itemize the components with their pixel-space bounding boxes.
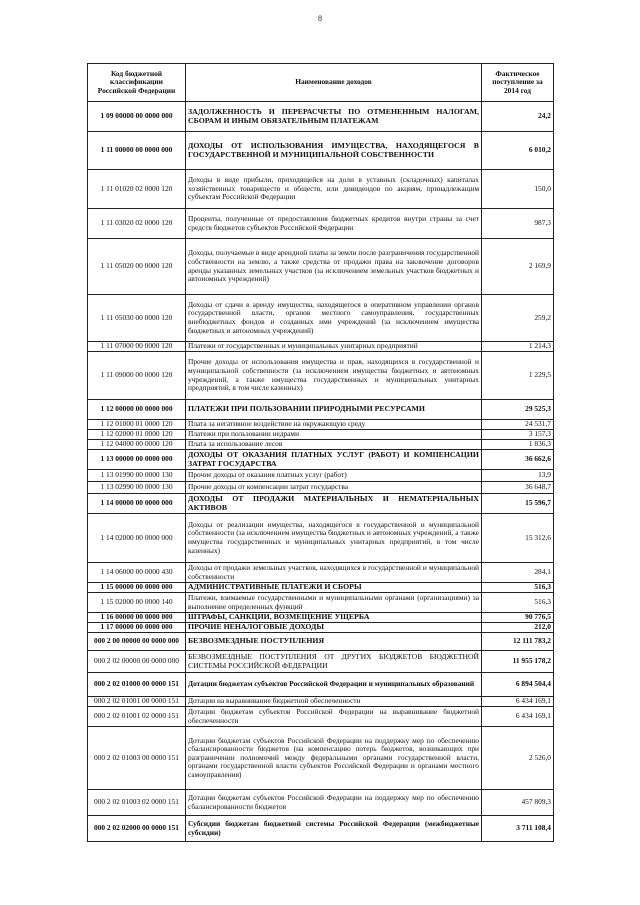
budget-code-cell: 1 11 09000 00 0000 120: [88, 352, 186, 400]
revenue-name-cell: Доходы от сдачи в аренду имущества, находящегося в оперативном управлении органов государственной власти, органов местного самоуправления, государственных внебюджетных фондов и созданных ими учреждений (за исключением имущества бюджетных и автономных учреждений): [186, 295, 482, 342]
table-row: [88, 430, 554, 440]
budget-code-cell: 1 16 00000 00 0000 000: [88, 613, 186, 623]
budget-code-cell: 000 2 02 01000 00 0000 151: [88, 673, 186, 697]
table-row: [88, 697, 554, 707]
amount-cell: 1 229,5: [482, 352, 554, 400]
revenue-name-cell: Доходы в виде прибыли, приходящейся на доли в уставных (складочных) капиталах хозяйственных товариществ и обществ, или дивидендов по акциям, принадлежащим субъектам Российской Федерации: [186, 170, 482, 209]
table-row: [88, 400, 554, 420]
amount-cell: 11 955 178,2: [482, 651, 554, 673]
amount-cell: 1 836,3: [482, 440, 554, 450]
budget-code-cell: 1 17 00000 00 0000 000: [88, 623, 186, 633]
budget-code-cell: 1 11 07000 00 0000 120: [88, 342, 186, 352]
budget-code-cell: 1 15 02000 00 0000 140: [88, 593, 186, 613]
revenue-name-cell: ПЛАТЕЖИ ПРИ ПОЛЬЗОВАНИИ ПРИРОДНЫМИ РЕСУРСАМИ: [186, 400, 482, 420]
budget-code-cell: 000 2 02 01001 02 0000 151: [88, 707, 186, 727]
budget-code-cell: 1 11 05030 00 0000 120: [88, 295, 186, 342]
revenue-name-cell: Плата за использование лесов: [186, 440, 482, 450]
budget-code-cell: 1 13 00000 00 0000 000: [88, 450, 186, 470]
amount-cell: 6 894 504,4: [482, 673, 554, 697]
table-row: [88, 440, 554, 450]
revenue-name-cell: Проценты, полученные от предоставления бюджетных кредитов внутри страны за счет средств бюджетов субъектов Российской Федерации: [186, 209, 482, 239]
revenue-name-cell: Прочие доходы от оказания платных услуг (работ): [186, 470, 482, 482]
amount-cell: 15 596,7: [482, 494, 554, 514]
budget-code-cell: 1 13 02990 00 0000 130: [88, 482, 186, 494]
table-row: [88, 727, 554, 790]
amount-cell: 90 776,5: [482, 613, 554, 623]
budget-code-cell: 1 14 06000 00 0000 430: [88, 563, 186, 583]
budget-code-cell: 1 15 00000 00 0000 000: [88, 583, 186, 593]
table-row: [88, 239, 554, 295]
revenue-name-cell: Дотации бюджетам субъектов Российской Федерации на поддержку мер по обеспечению сбалансированности бюджетов: [186, 790, 482, 816]
table-row: [88, 295, 554, 342]
revenue-name-cell: ДОХОДЫ ОТ ПРОДАЖИ МАТЕРИАЛЬНЫХ И НЕМАТЕРИАЛЬНЫХ АКТИВОВ: [186, 494, 482, 514]
amount-cell: 150,0: [482, 170, 554, 209]
revenue-name-cell: Платежи, взимаемые государственными и муниципальными органами (организациями) за выполнение определенных функций: [186, 593, 482, 613]
table-row: [88, 450, 554, 470]
budget-code-cell: 1 11 05020 00 0000 120: [88, 239, 186, 295]
budget-code-cell: 1 11 03020 02 0000 120: [88, 209, 186, 239]
budget-code-cell: 1 11 00000 00 0000 000: [88, 132, 186, 170]
amount-cell: 2 169,9: [482, 239, 554, 295]
revenue-name-cell: БЕЗВОЗМЕЗДНЫЕ ПОСТУПЛЕНИЯ: [186, 633, 482, 651]
amount-cell: 212,0: [482, 623, 554, 633]
amount-cell: 6 010,2: [482, 132, 554, 170]
revenue-name-cell: Дотации бюджетам субъектов Российской Федерации на выравнивание бюджетной обеспеченности: [186, 707, 482, 727]
revenue-name-cell: Доходы от продажи земельных участков, находящихся в государственной и муниципальной собственности: [186, 563, 482, 583]
table-row: [88, 209, 554, 239]
revenue-name-cell: ДОХОДЫ ОТ ОКАЗАНИЯ ПЛАТНЫХ УСЛУГ (РАБОТ) И КОМПЕНСАЦИИ ЗАТРАТ ГОСУДАРСТВА: [186, 450, 482, 470]
header-code: Код бюджетной классификации Российской Федерации: [88, 64, 186, 102]
amount-cell: 3 711 108,4: [482, 816, 554, 842]
amount-cell: 457 809,3: [482, 790, 554, 816]
revenue-name-cell: Прочие доходы от компенсации затрат государства: [186, 482, 482, 494]
amount-cell: 13,9: [482, 470, 554, 482]
table-row: [88, 673, 554, 697]
budget-code-cell: 1 12 00000 00 0000 000: [88, 400, 186, 420]
header-name: Наименование доходов: [186, 64, 482, 102]
revenue-name-cell: Плата за негативное воздействие на окружающую среду: [186, 420, 482, 430]
table-row: [88, 651, 554, 673]
amount-cell: 516,3: [482, 583, 554, 593]
budget-code-cell: 1 12 04000 00 0000 120: [88, 440, 186, 450]
amount-cell: 3 157,3: [482, 430, 554, 440]
budget-code-cell: 1 14 00000 00 0000 000: [88, 494, 186, 514]
budget-code-cell: 000 2 02 01003 00 0000 151: [88, 727, 186, 790]
table-row: [88, 102, 554, 132]
table-row: [88, 482, 554, 494]
amount-cell: 516,3: [482, 593, 554, 613]
amount-cell: 24,2: [482, 102, 554, 132]
table-row: [88, 633, 554, 651]
budget-code-cell: 000 2 02 01003 02 0000 151: [88, 790, 186, 816]
table-body: [88, 102, 554, 842]
revenue-name-cell: Дотации бюджетам субъектов Российской Федерации и муниципальных образований: [186, 673, 482, 697]
amount-cell: 6 434 169,1: [482, 707, 554, 727]
table-row: [88, 563, 554, 583]
table-row: [88, 593, 554, 613]
revenue-name-cell: Доходы от реализации имущества, находящегося в государственной и муниципальной собственности (за исключением имущества бюджетных и автономных учреждений, а также имущества государственных и муниципальных унитарных предприятий, в том числе казенных): [186, 514, 482, 563]
amount-cell: 259,2: [482, 295, 554, 342]
amount-cell: 987,3: [482, 209, 554, 239]
budget-code-cell: 1 09 00000 00 0000 000: [88, 102, 186, 132]
budget-code-cell: 1 12 01000 01 0000 120: [88, 420, 186, 430]
amount-cell: 2 526,0: [482, 727, 554, 790]
table-row: [88, 623, 554, 633]
budget-code-cell: 1 11 01020 02 0000 120: [88, 170, 186, 209]
amount-cell: 24 531,7: [482, 420, 554, 430]
revenue-name-cell: Дотации бюджетам субъектов Российской Федерации на поддержку мер по обеспечению сбалансированности бюджетов (на компенсацию потерь бюджетов, возникающих при разграничении полномочий между федеральными органами государственной власти, органами государственной власти субъектов Российской Федерации и органами местного самоуправления): [186, 727, 482, 790]
table-row: [88, 170, 554, 209]
revenue-name-cell: Дотации на выравнивание бюджетной обеспеченности: [186, 697, 482, 707]
table-row: [88, 494, 554, 514]
header-amount: Фактическое поступление за 2014 год: [482, 64, 554, 102]
amount-cell: 1 214,3: [482, 342, 554, 352]
table-row: [88, 514, 554, 563]
table-header-row: [88, 64, 554, 102]
revenue-name-cell: Субсидии бюджетам бюджетной системы Российской Федерации (межбюджетные субсидии): [186, 816, 482, 842]
budget-code-cell: 1 13 01990 00 0000 130: [88, 470, 186, 482]
amount-cell: 36 662,6: [482, 450, 554, 470]
amount-cell: 284,1: [482, 563, 554, 583]
revenue-name-cell: ШТРАФЫ, САНКЦИИ, ВОЗМЕЩЕНИЕ УЩЕРБА: [186, 613, 482, 623]
amount-cell: 6 434 169,1: [482, 697, 554, 707]
budget-code-cell: 1 14 02000 00 0000 000: [88, 514, 186, 563]
budget-code-cell: 000 2 02 00000 00 0000 000: [88, 651, 186, 673]
table-row: [88, 420, 554, 430]
table-row: [88, 613, 554, 623]
page-number: 8: [318, 14, 322, 23]
budget-code-cell: 000 2 00 00000 00 0000 000: [88, 633, 186, 651]
amount-cell: 36 648,7: [482, 482, 554, 494]
revenue-name-cell: Платежи от государственных и муниципальных унитарных предприятий: [186, 342, 482, 352]
table-row: [88, 342, 554, 352]
revenue-name-cell: ПРОЧИЕ НЕНАЛОГОВЫЕ ДОХОДЫ: [186, 623, 482, 633]
revenue-name-cell: ЗАДОЛЖЕННОСТЬ И ПЕРЕРАСЧЕТЫ ПО ОТМЕНЕННЫМ НАЛОГАМ, СБОРАМ И ИНЫМ ОБЯЗАТЕЛЬНЫМ ПЛАТЕЖАМ: [186, 102, 482, 132]
table-row: [88, 132, 554, 170]
table-row: [88, 352, 554, 400]
amount-cell: 12 111 783,2: [482, 633, 554, 651]
revenue-name-cell: БЕЗВОЗМЕЗДНЫЕ ПОСТУПЛЕНИЯ ОТ ДРУГИХ БЮДЖЕТОВ БЮДЖЕТНОЙ СИСТЕМЫ РОССИЙСКОЙ ФЕДЕРАЦИИ: [186, 651, 482, 673]
budget-code-cell: 000 2 02 01001 00 0000 151: [88, 697, 186, 707]
budget-code-cell: 1 12 02000 01 0000 120: [88, 430, 186, 440]
table-row: [88, 470, 554, 482]
revenue-name-cell: Доходы, получаемые в виде арендной платы за земли после разграничения государственной собственности на землю, а также средства от продажи права на заключение договоров аренды указанных земельных участков (за исключением земельных участков бюджетных и автономных учреждений): [186, 239, 482, 295]
revenue-name-cell: Прочие доходы от использования имущества и прав, находящихся в государственной и муниципальной собственности (за исключением имущества бюджетных и автономных учреждений, а также имущества государственных и муниципальных унитарных предприятий, в том числе казенных): [186, 352, 482, 400]
revenue-table: [87, 63, 554, 842]
revenue-name-cell: АДМИНИСТРАТИВНЫЕ ПЛАТЕЖИ И СБОРЫ: [186, 583, 482, 593]
budget-code-cell: 000 2 02 02000 00 0000 151: [88, 816, 186, 842]
amount-cell: 15 312,6: [482, 514, 554, 563]
revenue-name-cell: Платежи при пользовании недрами: [186, 430, 482, 440]
revenue-name-cell: ДОХОДЫ ОТ ИСПОЛЬЗОВАНИЯ ИМУЩЕСТВА, НАХОДЯЩЕГОСЯ В ГОСУДАРСТВЕННОЙ И МУНИЦИПАЛЬНОЙ СОБСТВЕННОСТИ: [186, 132, 482, 170]
table-row: [88, 583, 554, 593]
table-row: [88, 816, 554, 842]
amount-cell: 29 525,3: [482, 400, 554, 420]
table-row: [88, 707, 554, 727]
table-row: [88, 790, 554, 816]
